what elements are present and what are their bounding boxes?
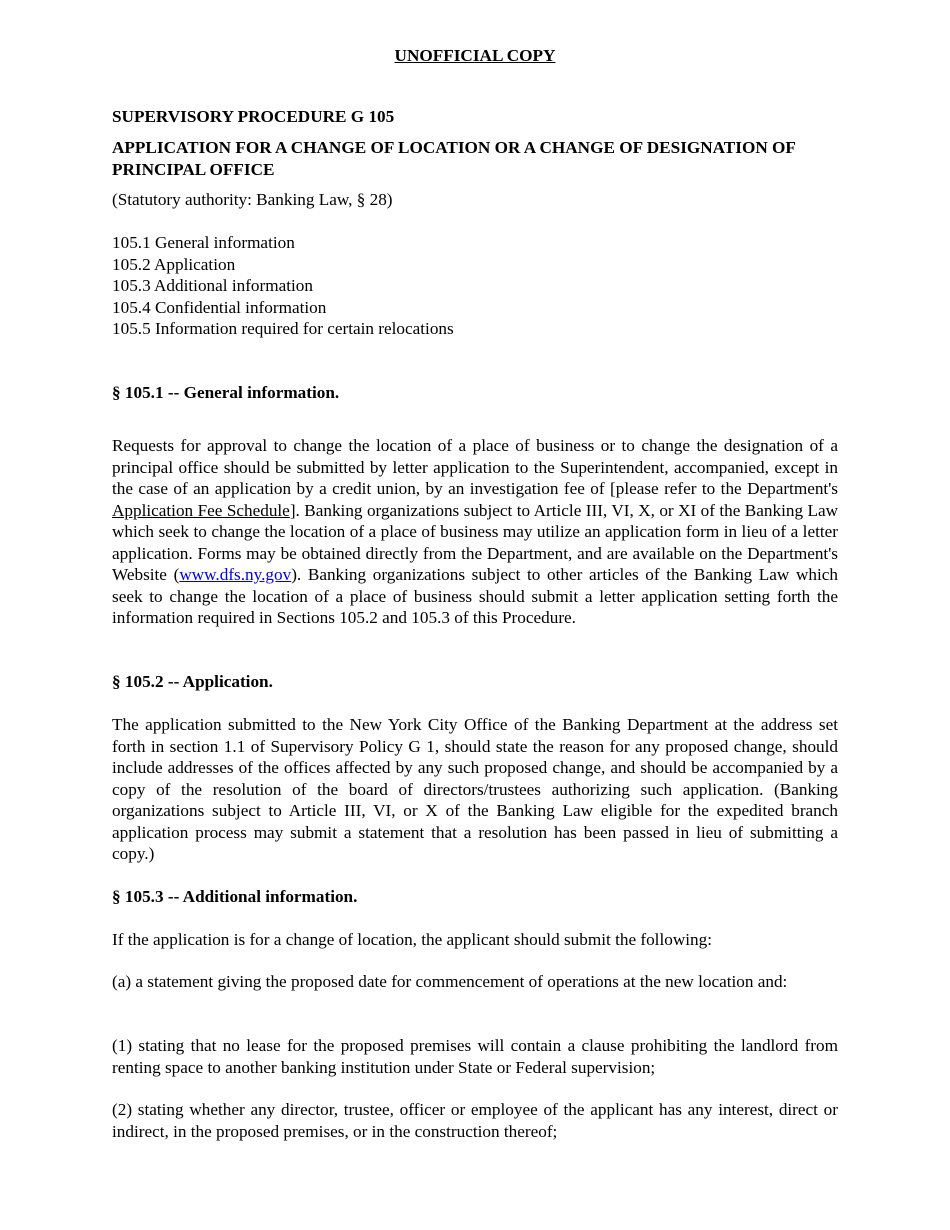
section-1053-intro: If the application is for a change of location, the applicant should submit the following: bbox=[112, 930, 712, 949]
toc-item-1051: 105.1 General information bbox=[112, 233, 295, 252]
section-1051-text-b: ]. Banking organizations subject to Article III, VI, X, or XI of the Banking Law which seek to change the location of a place of business may utilize an application form in lieu of a letter application. Forms may be obtained directly from the Department, and are available on the Department's Website ( bbox=[112, 500, 839, 584]
toc-item-1052: 105.2 Application bbox=[112, 254, 236, 274]
unofficial-copy-title: UNOFFICIAL COPY bbox=[394, 46, 556, 65]
fee-schedule-link[interactable]: Application Fee Schedule bbox=[112, 500, 290, 520]
statutory-authority: (Statutory authority: Banking Law, § 28) bbox=[112, 190, 393, 209]
section-1051-text-c: ). Banking organizations subject to other articles of the Banking Law which seek to change the location of a place of business should submit a letter application setting forth the information required in Sections 105.2 and 105.3 of this Procedure. bbox=[112, 565, 838, 627]
section-1053-item-2: (2) stating whether any director, trustee, officer or employee of the applicant has any interest, direct or indirect, in the proposed premises, or in the construction thereof; bbox=[112, 1100, 838, 1141]
section-1053-item-a: (a) a statement giving the proposed date for commencement of operations at the new location and: bbox=[112, 972, 788, 991]
section-1053-heading: § 105.3 -- Additional information. bbox=[112, 887, 358, 906]
toc-item-1053: 105.3 Additional information bbox=[112, 276, 313, 295]
toc-item-1054: 105.4 Confidential information bbox=[112, 297, 327, 317]
toc-item-1055: 105.5 Information required for certain relocations bbox=[112, 319, 454, 338]
section-1051-heading: § 105.1 -- General information. bbox=[112, 383, 340, 402]
section-1051-text-a: Requests for approval to change the location of a place of business or to change the designation of a principal office should be submitted by letter application to the Superintendent, accompanied, except in the case of an application by a credit union, by an investigation fee of [please refer to the Department's bbox=[112, 436, 838, 498]
procedure-title: APPLICATION FOR A CHANGE OF LOCATION OR A CHANGE OF DESIGNATION OF PRINCIPAL OFFICE bbox=[112, 138, 796, 179]
procedure-number: SUPERVISORY PROCEDURE G 105 bbox=[112, 107, 395, 126]
section-1051-paragraph bbox=[112, 435, 838, 629]
dfs-website-link[interactable]: www.dfs.ny.gov bbox=[179, 565, 292, 584]
table-of-contents bbox=[112, 232, 838, 340]
section-1053-item-1: (1) stating that no lease for the proposed premises will contain a clause prohibiting the landlord from renting space to another banking institution under State or Federal supervision; bbox=[112, 1036, 838, 1077]
section-1052-paragraph: The application submitted to the New York City Office of the Banking Department at the address set forth in section 1.1 of Supervisory Policy G 1, should state the reason for any proposed change, should include addresses of the offices affected by any such proposed change, and should be accompanied by a copy of the resolution of the board of directors/trustees authorizing such application. (Banking organizations subject to Article III, VI, or X of the Banking Law eligible for the expedited branch application process may submit a statement that a resolution has been passed in lieu of submitting a copy.) bbox=[112, 715, 838, 863]
section-1052-heading: § 105.2 -- Application. bbox=[112, 672, 273, 691]
